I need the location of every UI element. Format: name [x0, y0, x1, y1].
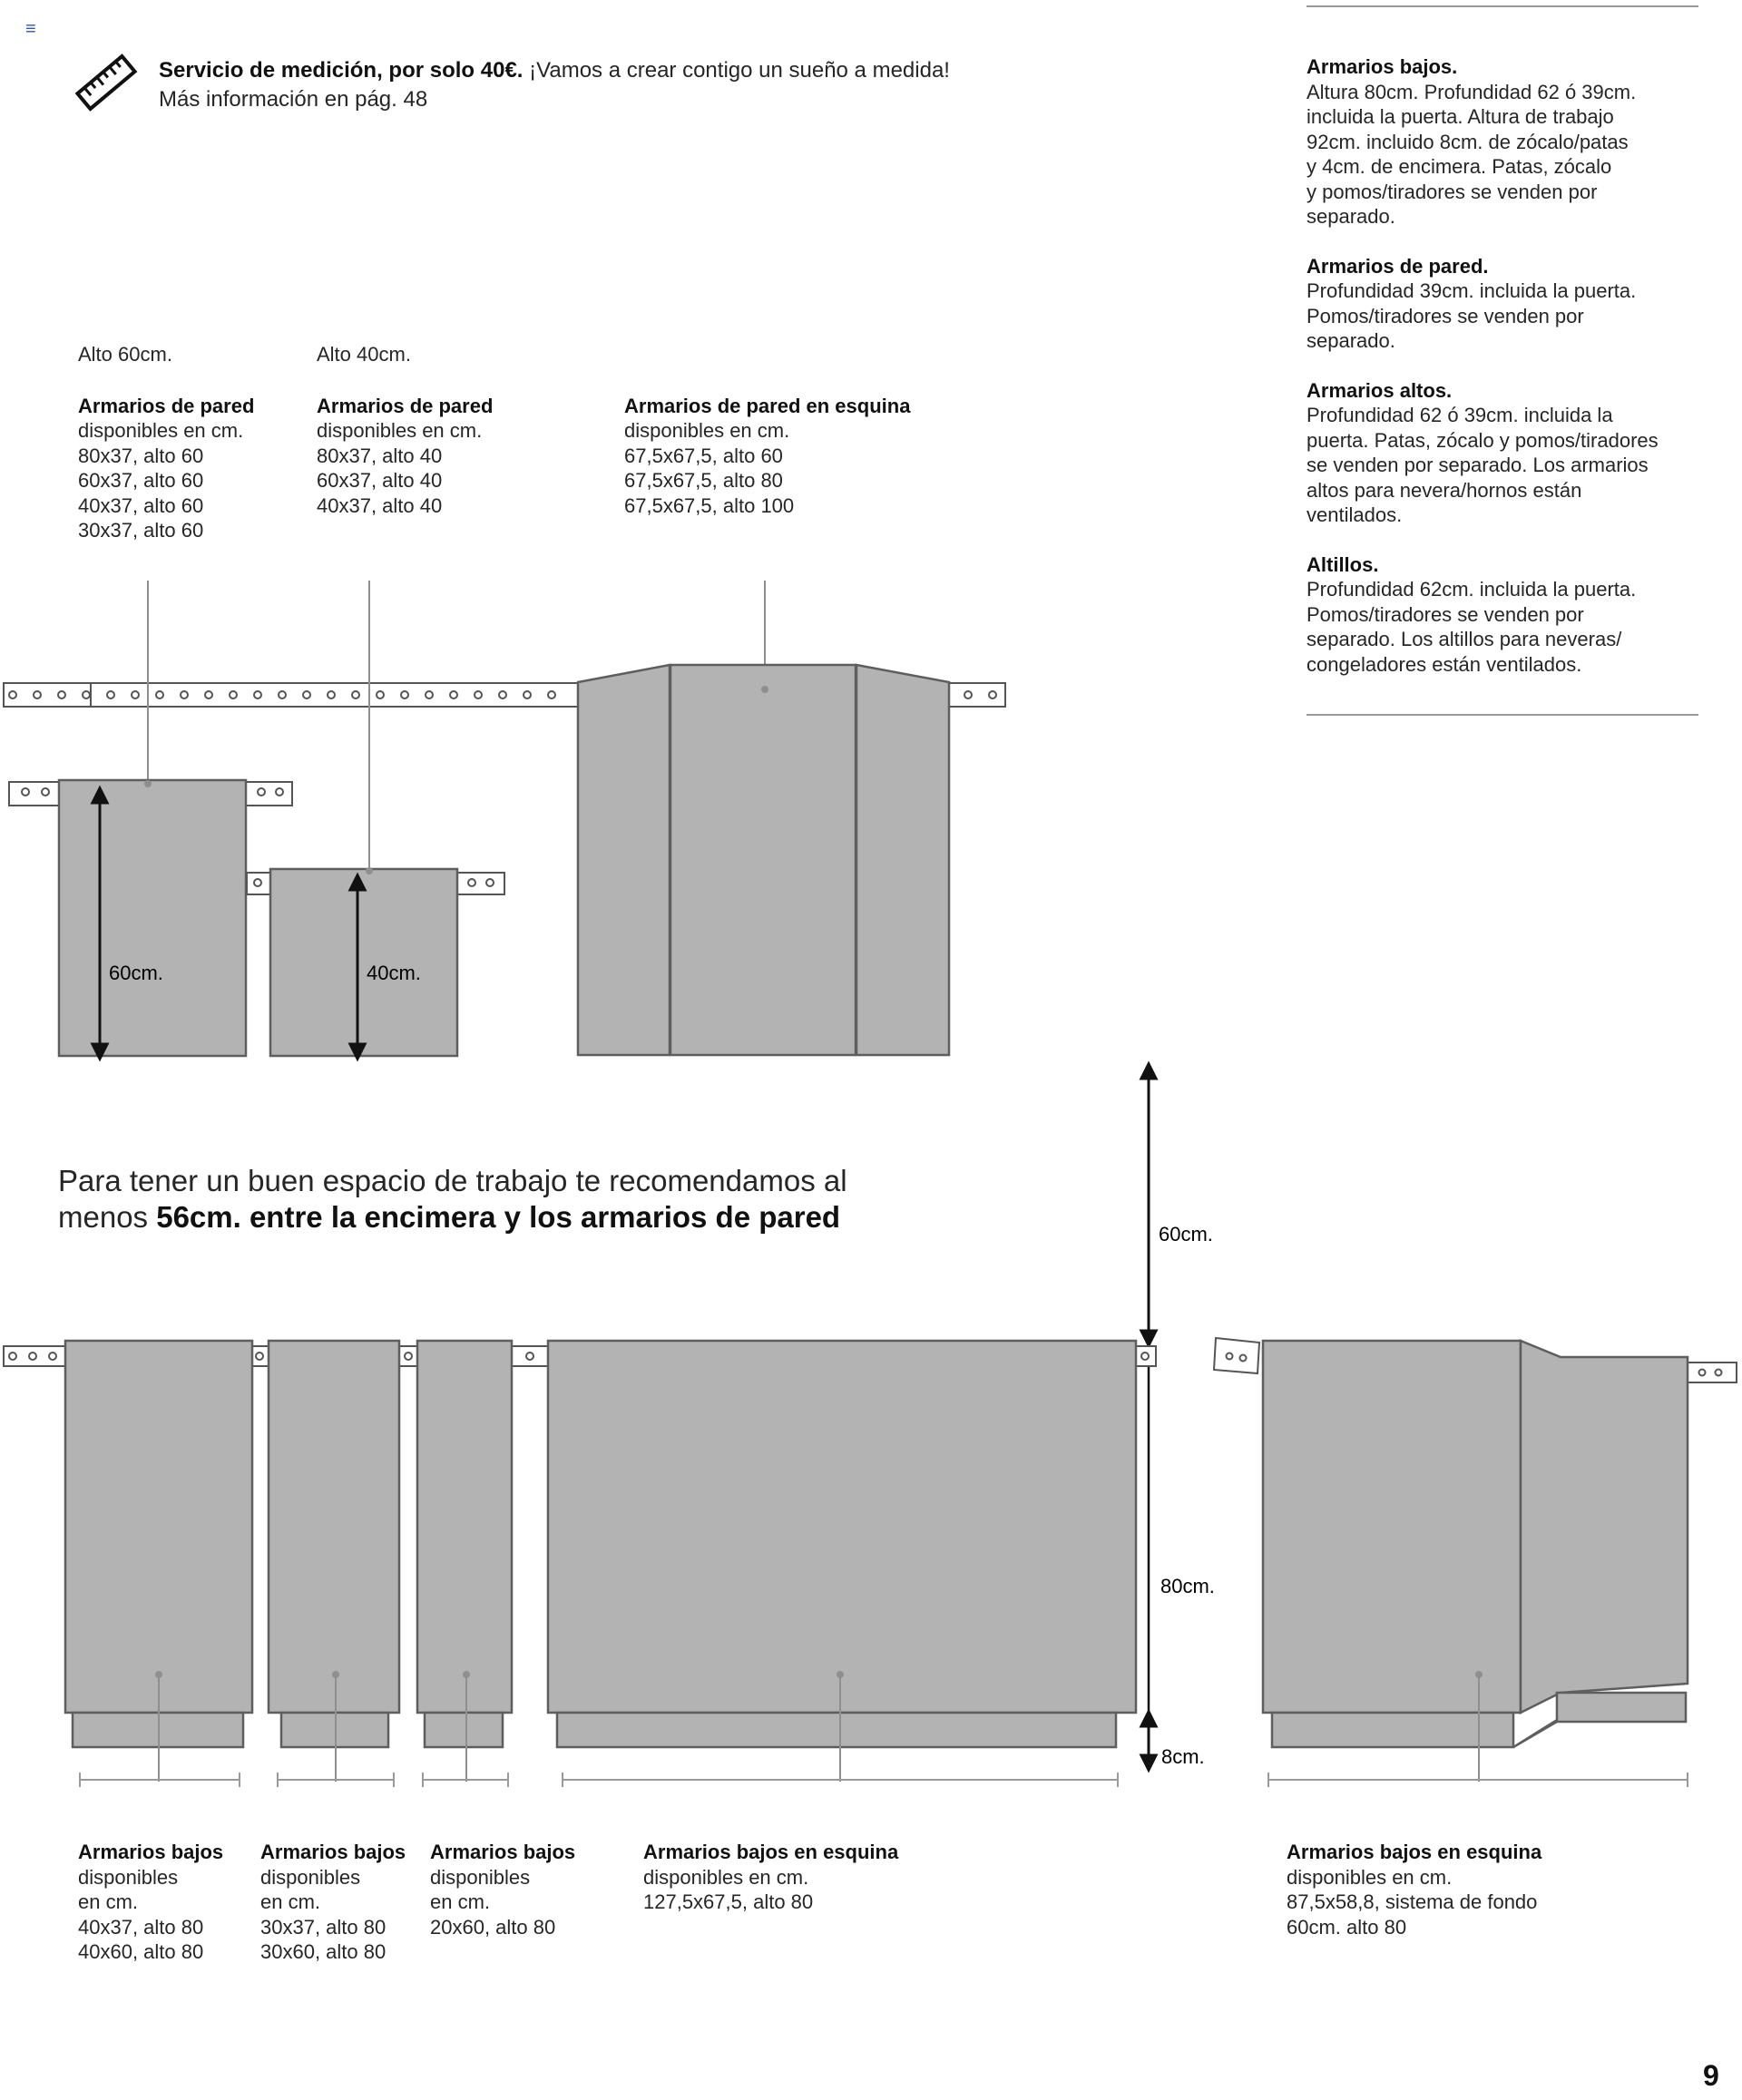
- width-dimension-lines: [80, 1773, 1688, 1787]
- dim-label-gap: 60cm.: [1159, 1223, 1213, 1245]
- wall-group-line: 67,5x67,5, alto 60: [624, 444, 783, 467]
- wall-cabinet-60: [9, 780, 292, 1056]
- base-corner-cabinet-87: [1214, 1338, 1737, 1782]
- info-section-title: Armarios de pared.: [1306, 254, 1489, 278]
- base-group-title: Armarios bajos en esquina: [1287, 1841, 1542, 1863]
- wall-group-line: 40x37, alto 40: [317, 493, 443, 517]
- wall-group-corner: [624, 342, 910, 518]
- base-group-line: en cm.: [430, 1890, 491, 1913]
- base-cabinet-20: [417, 1341, 512, 1782]
- wall-group-line: 67,5x67,5, alto 80: [624, 469, 783, 492]
- wall-group-60: [78, 342, 254, 543]
- measure-service-more: Más información en pág. 48: [159, 87, 428, 112]
- base-group-line: disponibles en cm.: [643, 1865, 809, 1889]
- wall-group-line: 80x37, alto 40: [317, 444, 443, 467]
- base-cabinet-30: [269, 1341, 399, 1782]
- measure-service: [159, 56, 950, 114]
- info-section-line: se venden por separado. Los armarios: [1306, 454, 1649, 476]
- right-info-panel: [1306, 54, 1706, 677]
- base-group-corner-127: [643, 1840, 898, 1915]
- base-group-30: [260, 1840, 406, 1965]
- recommendation-line1: Para tener un buen espacio de trabajo te recomendamos al: [58, 1164, 847, 1197]
- dim-label-plinth: 8cm.: [1161, 1745, 1205, 1768]
- base-group-line: en cm.: [260, 1890, 321, 1913]
- base-group-title: Armarios bajos en esquina: [643, 1841, 899, 1863]
- menu-mark: ≡: [25, 19, 36, 39]
- info-section-line: incluida la puerta. Altura de trabajo: [1306, 105, 1614, 128]
- info-section-line: y 4cm. de encimera. Patas, zócalo: [1306, 155, 1612, 178]
- base-group-line: en cm.: [78, 1890, 139, 1913]
- base-group-line: 40x37, alto 80: [78, 1915, 204, 1939]
- base-group-line: 30x60, alto 80: [260, 1940, 387, 1963]
- info-section-title: Armarios altos.: [1306, 378, 1453, 402]
- info-section-line: ventilados.: [1306, 503, 1403, 526]
- wall-group-line: disponibles en cm.: [317, 419, 483, 442]
- info-section-line: Profundidad 62cm. incluida la puerta.: [1306, 578, 1637, 601]
- wall-group-40: [317, 342, 493, 518]
- wall-height-label: Alto 60cm.: [78, 343, 172, 366]
- base-group-20: [430, 1840, 575, 1939]
- base-group-line: 30x37, alto 80: [260, 1915, 387, 1939]
- info-section-line: separado.: [1306, 329, 1395, 352]
- wall-group-title: Armarios de pared en esquina: [624, 394, 911, 417]
- measure-service-title: Servicio de medición, por solo 40€.: [159, 58, 524, 83]
- wall-group-line: disponibles en cm.: [624, 419, 790, 442]
- recommendation-bold: 56cm. entre la encimera y los armarios de pared: [156, 1200, 841, 1234]
- info-section-line: altos para nevera/hornos están: [1306, 478, 1582, 502]
- wall-group-title: Armarios de pared: [78, 394, 255, 417]
- info-top-rule: [1306, 5, 1698, 7]
- info-section-line: Pomos/tiradores se venden por: [1306, 304, 1584, 327]
- wall-group-line: 60x37, alto 40: [317, 469, 443, 492]
- wall-group-line: 40x37, alto 60: [78, 493, 204, 517]
- info-section-line: congeladores están ventilados.: [1306, 652, 1582, 676]
- wall-group-title: Armarios de pared: [317, 394, 494, 417]
- base-group-title: Armarios bajos: [430, 1841, 576, 1863]
- base-group-line: 40x60, alto 80: [78, 1940, 204, 1963]
- base-group-line: 60cm. alto 80: [1287, 1915, 1407, 1939]
- info-section-line: Profundidad 62 ó 39cm. incluida la: [1306, 404, 1613, 426]
- page-number: 9: [1703, 2059, 1719, 2092]
- info-section-line: Altura 80cm. Profundidad 62 ó 39cm.: [1306, 80, 1637, 103]
- wall-height-label: Alto 40cm.: [317, 343, 411, 366]
- base-group-line: disponibles en cm.: [1287, 1865, 1453, 1889]
- base-group-line: 87,5x58,8, sistema de fondo: [1287, 1890, 1538, 1913]
- info-section-line: separado. Los altillos para neveras/: [1306, 628, 1622, 650]
- recommendation: [58, 1163, 847, 1236]
- base-group-line: 127,5x67,5, alto 80: [643, 1890, 814, 1913]
- corner-wall-cabinet: [578, 665, 949, 1055]
- info-section-line: puerta. Patas, zócalo y pomos/tiradores: [1306, 428, 1659, 452]
- wall-group-line: 30x37, alto 60: [78, 519, 204, 542]
- base-group-line: disponibles: [260, 1865, 361, 1889]
- info-section-line: Pomos/tiradores se venden por: [1306, 602, 1584, 626]
- info-section-line: y pomos/tiradores se venden por: [1306, 180, 1598, 203]
- wall-group-line: 60x37, alto 60: [78, 469, 204, 492]
- base-group-40: [78, 1840, 223, 1965]
- info-section-title: Armarios bajos.: [1306, 55, 1458, 78]
- base-group-corner-87: [1287, 1840, 1541, 1939]
- base-group-title: Armarios bajos: [78, 1841, 224, 1863]
- base-corner-cabinet-127: [548, 1341, 1136, 1782]
- ruler-icon: [74, 51, 138, 114]
- base-group-title: Armarios bajos: [260, 1841, 406, 1863]
- info-section-line: 92cm. incluido 8cm. de zócalo/patas: [1306, 130, 1629, 153]
- base-group-line: disponibles: [78, 1865, 179, 1889]
- info-bottom-rule: [1306, 714, 1698, 716]
- wall-group-line: 67,5x67,5, alto 100: [624, 493, 795, 517]
- dim-label-40: 40cm.: [367, 962, 421, 984]
- info-section-line: separado.: [1306, 205, 1395, 228]
- base-group-line: 20x60, alto 80: [430, 1915, 556, 1939]
- wall-group-line: 80x37, alto 60: [78, 444, 204, 467]
- recommendation-pre: menos: [58, 1200, 157, 1234]
- dim-label-base: 80cm.: [1160, 1575, 1215, 1597]
- base-group-line: disponibles: [430, 1865, 531, 1889]
- dim-label-60: 60cm.: [109, 962, 163, 984]
- info-section-title: Altillos.: [1306, 552, 1379, 576]
- measure-service-text: ¡Vamos a crear contigo un sueño a medida!: [523, 58, 950, 83]
- base-cabinet-40: [65, 1341, 252, 1782]
- wall-group-line: disponibles en cm.: [78, 419, 244, 442]
- info-section-line: Profundidad 39cm. incluida la puerta.: [1306, 279, 1637, 302]
